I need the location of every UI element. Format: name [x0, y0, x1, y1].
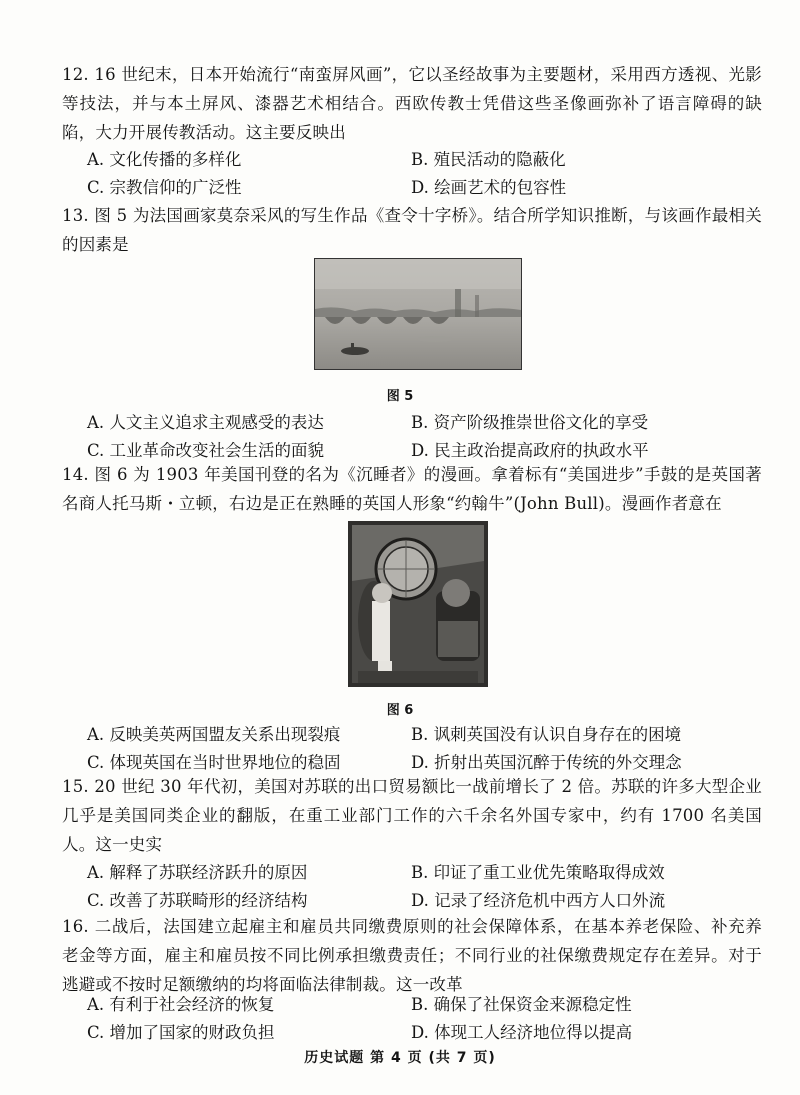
figure-5-caption: 图 5 — [386, 389, 414, 404]
question-16-option-d[interactable]: D. 体现工人经济地位得以提高 — [411, 1023, 633, 1042]
figure-6-caption: 图 6 — [386, 703, 414, 718]
question-16-option-b[interactable]: B. 确保了社保资金来源稳定性 — [411, 995, 632, 1014]
question-15-option-c[interactable]: C. 改善了苏联畸形的经济结构 — [87, 891, 308, 910]
question-14-option-d[interactable]: D. 折射出英国沉醉于传统的外交理念 — [411, 753, 682, 772]
question-16-option-a[interactable]: A. 有利于社会经济的恢复 — [87, 995, 275, 1014]
question-14-option-b[interactable]: B. 讽刺英国没有认识自身存在的困境 — [411, 725, 682, 744]
question-12-option-a[interactable]: A. 文化传播的多样化 — [87, 150, 242, 169]
question-13-stem: 13. 图 5 为法国画家莫奈采风的写生作品《查令十字桥》。结合所学知识推断，与该画作最相关的因素是 — [62, 206, 762, 254]
question-15-option-d[interactable]: D. 记录了经济危机中西方人口外流 — [411, 891, 666, 910]
question-13-option-b[interactable]: B. 资产阶级推崇世俗文化的享受 — [411, 413, 649, 432]
question-14 — [62, 460, 762, 518]
question-15 — [62, 772, 762, 859]
question-14-stem: 14. 图 6 为 1903 年美国刊登的名为《沉睡者》的漫画。拿着标有“美国进步”手鼓的是英国著名商人托马斯・立顿，右边是正在熟睡的英国人形象“约翰牛”(John Bull)。漫画作者意在 — [62, 465, 762, 513]
question-14-option-a[interactable]: A. 反映美英两国盟友关系出现裂痕 — [87, 725, 341, 744]
sleeper-cartoon — [348, 521, 488, 687]
question-12-stem: 12. 16 世纪末，日本开始流行“南蛮屏风画”，它以圣经故事为主要题材，采用西方透视、光影等技法，并与本土屏风、漆器艺术相结合。西欧传教士凭借这些圣像画弥补了语言障碍的缺陷，大力开展传教活动。这主要反映出 — [62, 65, 762, 142]
question-13-option-d[interactable]: D. 民主政治提高政府的执政水平 — [411, 441, 649, 460]
question-12-option-c[interactable]: C. 宗教信仰的广泛性 — [87, 178, 242, 197]
question-15-option-a[interactable]: A. 解释了苏联经济跃升的原因 — [87, 863, 308, 882]
question-16 — [62, 912, 762, 999]
question-15-stem: 15. 20 世纪 30 年代初，美国对苏联的出口贸易额比一战前增长了 2 倍。苏联的许多大型企业几乎是美国同类企业的翻版，在重工业部门工作的六千余名外国专家中，约有 1700 名美国人。这一史实 — [62, 777, 762, 854]
charing-cross-bridge-painting — [315, 259, 521, 369]
question-15-option-b[interactable]: B. 印证了重工业优先策略取得成效 — [411, 863, 665, 882]
question-12-option-d[interactable]: D. 绘画艺术的包容性 — [411, 178, 567, 197]
question-12 — [62, 60, 762, 147]
figure-6-cartoon — [348, 521, 488, 687]
question-16-option-c[interactable]: C. 增加了国家的财政负担 — [87, 1023, 275, 1042]
question-13-option-c[interactable]: C. 工业革命改变社会生活的面貌 — [87, 441, 325, 460]
question-16-stem: 16. 二战后，法国建立起雇主和雇员共同缴费原则的社会保障体系，在基本养老保险、补充养老金等方面，雇主和雇员按不同比例承担缴费责任；不同行业的社保缴费规定存在差异。对于逃避或不按时足额缴纳的均将面临法律制裁。这一改革 — [62, 917, 762, 994]
question-14-option-c[interactable]: C. 体现英国在当时世界地位的稳固 — [87, 753, 341, 772]
question-13-option-a[interactable]: A. 人文主义追求主观感受的表达 — [87, 413, 324, 432]
page-footer: 历史试题 第 4 页 (共 7 页) — [304, 1050, 496, 1066]
figure-5-painting — [314, 258, 522, 370]
question-13 — [62, 201, 762, 259]
question-12-option-b[interactable]: B. 殖民活动的隐蔽化 — [411, 150, 566, 169]
